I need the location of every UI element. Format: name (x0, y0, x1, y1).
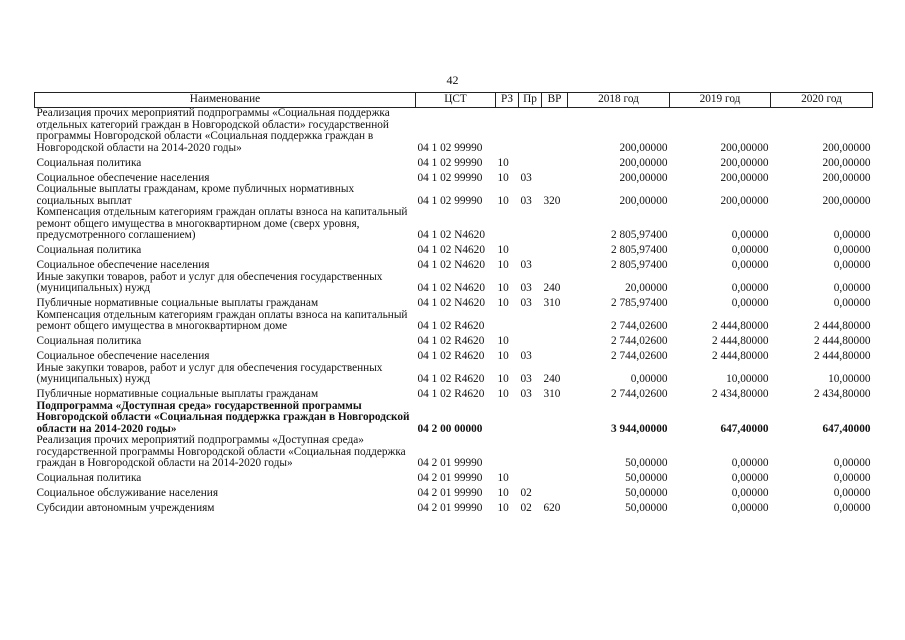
header-2018: 2018 год (568, 93, 670, 108)
header-pr: Пр (519, 93, 542, 108)
row-cst: 04 2 01 99990 (417, 487, 483, 499)
row-pr (519, 310, 542, 333)
row-rz: 10 (497, 297, 509, 309)
table-row (35, 169, 873, 184)
row-cst: 04 1 02 R4620 (417, 350, 485, 362)
row-rz: 10 (497, 259, 509, 271)
row-vr (542, 169, 568, 184)
row-name: Субсидии автономным учреждениям (36, 502, 215, 514)
row-vr (542, 154, 568, 169)
row-name: Социальные выплаты гражданам, кроме публичных нормативных социальных выплат (36, 183, 355, 207)
table-row (35, 154, 873, 169)
row-name: Социальная политика (36, 244, 142, 256)
table-row (35, 401, 873, 436)
row-rz (496, 435, 519, 470)
header-cst: ЦСТ (416, 93, 496, 108)
row-rz (496, 401, 519, 436)
row-vr (542, 207, 568, 242)
row-vr: 620 (543, 502, 561, 514)
row-cst: 04 1 02 N4620 (417, 244, 485, 256)
row-2019-value: 0,00000 (731, 229, 769, 241)
row-name: Иные закупки товаров, работ и услуг для обеспечения государственных (муниципальных) нужд (36, 361, 383, 385)
row-2019-value: 0,00000 (731, 457, 769, 469)
row-2019-value: 0,00000 (731, 472, 769, 484)
row-2019-value: 0,00000 (731, 259, 769, 271)
row-2020-value: 200,00000 (822, 171, 871, 184)
row-pr: 03 (520, 297, 532, 309)
row-name: Социальное обеспечение населения (36, 259, 210, 271)
table-header-row (35, 93, 873, 108)
row-vr (542, 401, 568, 436)
row-2019-value: 200,00000 (720, 171, 769, 184)
row-rz: 10 (497, 487, 509, 499)
row-cst: 04 1 02 N4620 (417, 282, 485, 294)
row-name: Подпрограмма «Доступная среда» государственной программы Новгородской области «Социальная поддержка граждан в Новгородской области на 2014-2020 годы» (36, 399, 410, 435)
row-rz: 10 (497, 373, 509, 385)
table-row (35, 470, 873, 485)
row-2019-value: 200,00000 (720, 156, 769, 169)
table-row (35, 272, 873, 295)
row-vr: 240 (543, 282, 561, 294)
row-rz: 10 (497, 171, 509, 184)
row-name: Реализация прочих мероприятий подпрограммы «Социальная поддержка отдельных категорий граждан в Новгородской области» государственной программы Новгородской области «Социальная поддержка граждан в Новгородской области на 2014-2020 годы» (36, 107, 390, 154)
table-row (35, 295, 873, 310)
row-pr (519, 108, 542, 155)
row-2020-value: 2 444,80000 (814, 350, 871, 362)
row-pr (519, 333, 542, 348)
row-vr: 320 (543, 194, 561, 207)
row-vr (542, 242, 568, 257)
row-2018-value: 200,00000 (619, 194, 668, 207)
row-2019-value: 10,00000 (726, 373, 769, 385)
row-pr (519, 154, 542, 169)
row-2018-value: 2 744,02600 (611, 350, 668, 362)
row-vr (542, 257, 568, 272)
row-rz (496, 207, 519, 242)
row-pr: 03 (520, 373, 532, 385)
row-rz: 10 (497, 335, 509, 347)
row-2019-value: 0,00000 (731, 297, 769, 309)
row-2020-value: 0,00000 (833, 472, 871, 484)
row-name: Социальное обслуживание населения (36, 487, 219, 499)
table-row (35, 184, 873, 207)
row-cst: 04 1 02 N4620 (417, 229, 485, 241)
row-2018-value: 50,00000 (625, 502, 668, 514)
row-2020-value: 2 444,80000 (814, 320, 871, 332)
row-2020-value: 647,40000 (822, 422, 871, 435)
table-row (35, 310, 873, 333)
row-pr: 03 (520, 194, 532, 207)
table-row (35, 108, 873, 155)
row-cst: 04 2 01 99990 (417, 502, 483, 514)
row-cst: 04 1 02 99990 (417, 141, 483, 154)
row-name: Публичные нормативные социальные выплаты гражданам (36, 297, 319, 309)
row-name: Реализация прочих мероприятий подпрограммы «Доступная среда» государственной программы Новгородской области «Социальная поддержка граждан в Новгородской области на 2014-2020 годы» (36, 434, 406, 469)
row-2018-value: 2 744,02600 (611, 320, 668, 332)
row-vr (542, 348, 568, 363)
row-2018-value: 200,00000 (619, 156, 668, 169)
row-2020-value: 200,00000 (822, 156, 871, 169)
row-pr: 02 (520, 502, 532, 514)
row-cst: 04 1 02 N4620 (417, 259, 485, 271)
row-cst: 04 1 02 R4620 (417, 320, 485, 332)
row-2020-value: 2 434,80000 (814, 388, 871, 400)
row-2018-value: 2 805,97400 (611, 244, 668, 256)
row-vr (542, 470, 568, 485)
row-2018-value: 200,00000 (619, 171, 668, 184)
row-name: Публичные нормативные социальные выплаты гражданам (36, 388, 319, 400)
row-2020-value: 0,00000 (833, 487, 871, 499)
row-2018-value: 2 805,97400 (611, 229, 668, 241)
row-cst: 04 1 02 R4620 (417, 373, 485, 385)
row-2020-value: 0,00000 (833, 229, 871, 241)
header-vr: ВР (542, 93, 568, 108)
row-pr: 03 (520, 171, 532, 184)
row-cst: 04 1 02 N4620 (417, 297, 485, 309)
row-pr: 03 (520, 259, 532, 271)
row-2019-value: 2 444,80000 (712, 335, 769, 347)
row-2019-value: 200,00000 (720, 141, 769, 154)
row-2020-value: 0,00000 (833, 259, 871, 271)
row-cst: 04 2 00 00000 (417, 422, 483, 435)
row-2018-value: 200,00000 (619, 141, 668, 154)
row-cst: 04 1 02 R4620 (417, 388, 485, 400)
row-2018-value: 2 744,02600 (611, 388, 668, 400)
table-row (35, 435, 873, 470)
row-2019-value: 0,00000 (731, 282, 769, 294)
row-pr: 03 (520, 350, 532, 362)
row-rz: 10 (497, 472, 509, 484)
row-2019-value: 0,00000 (731, 487, 769, 499)
row-pr (519, 470, 542, 485)
row-2020-value: 2 444,80000 (814, 335, 871, 347)
row-rz: 10 (497, 194, 509, 207)
table-row (35, 242, 873, 257)
table-body (35, 108, 873, 515)
row-2019-value: 200,00000 (720, 194, 769, 207)
budget-table (34, 92, 873, 515)
row-vr (542, 333, 568, 348)
row-2019-value: 2 434,80000 (712, 388, 769, 400)
row-2018-value: 2 785,97400 (611, 297, 668, 309)
row-2019-value: 0,00000 (731, 502, 769, 514)
row-2020-value: 0,00000 (833, 457, 871, 469)
row-2018-value: 3 944,00000 (611, 422, 668, 435)
row-vr: 310 (543, 388, 561, 400)
table-row (35, 348, 873, 363)
row-2018-value: 2 744,02600 (611, 335, 668, 347)
table-row (35, 386, 873, 401)
table-row (35, 363, 873, 386)
page-number: 42 (446, 73, 459, 87)
table-row (35, 333, 873, 348)
row-name: Социальная политика (36, 472, 142, 484)
row-rz: 10 (497, 502, 509, 514)
row-name: Компенсация отдельным категориям граждан оплаты взноса на капитальный ремонт общего имущества в многоквартирном доме (36, 308, 408, 332)
row-2020-value: 0,00000 (833, 297, 871, 309)
header-name: Наименование (35, 93, 416, 108)
row-vr (542, 108, 568, 155)
row-vr: 310 (543, 297, 561, 309)
row-name: Социальная политика (36, 335, 142, 347)
row-rz: 10 (497, 388, 509, 400)
row-rz: 10 (497, 282, 509, 294)
table-row (35, 485, 873, 500)
row-2020-value: 0,00000 (833, 282, 871, 294)
row-2018-value: 20,00000 (625, 282, 668, 294)
row-pr: 03 (520, 282, 532, 294)
row-rz (496, 310, 519, 333)
row-cst: 04 1 02 99990 (417, 156, 483, 169)
row-2020-value: 0,00000 (833, 502, 871, 514)
row-name: Социальная политика (36, 156, 142, 169)
header-2019: 2019 год (670, 93, 771, 108)
row-cst: 04 1 02 R4620 (417, 335, 485, 347)
table-row (35, 207, 873, 242)
row-pr (519, 401, 542, 436)
table-row (35, 500, 873, 515)
row-name: Компенсация отдельным категориям граждан оплаты взноса на капитальный ремонт общего имущества в многоквартирном доме (сверх уровня, предусмотренного соглашением) (36, 206, 408, 241)
row-vr (542, 485, 568, 500)
row-2019-value: 2 444,80000 (712, 350, 769, 362)
header-rz: РЗ (496, 93, 519, 108)
row-vr (542, 435, 568, 470)
row-rz: 10 (497, 156, 509, 169)
row-2018-value: 0,00000 (630, 373, 668, 385)
row-rz: 10 (497, 244, 509, 256)
row-name: Социальное обеспечение населения (36, 350, 210, 362)
row-pr (519, 242, 542, 257)
row-rz: 10 (497, 350, 509, 362)
row-pr: 02 (520, 487, 532, 499)
row-rz (496, 108, 519, 155)
row-pr (519, 207, 542, 242)
row-name: Социальное обеспечение населения (36, 171, 210, 184)
row-2018-value: 50,00000 (625, 457, 668, 469)
row-2019-value: 0,00000 (731, 244, 769, 256)
row-2018-value: 50,00000 (625, 472, 668, 484)
header-2020: 2020 год (771, 93, 873, 108)
row-vr (542, 310, 568, 333)
row-2020-value: 200,00000 (822, 141, 871, 154)
row-2018-value: 2 805,97400 (611, 259, 668, 271)
row-2019-value: 647,40000 (720, 422, 769, 435)
row-name: Иные закупки товаров, работ и услуг для обеспечения государственных (муниципальных) нужд (36, 270, 383, 294)
row-2020-value: 200,00000 (822, 194, 871, 207)
row-2019-value: 2 444,80000 (712, 320, 769, 332)
row-cst: 04 1 02 99990 (417, 194, 483, 207)
row-2018-value: 50,00000 (625, 487, 668, 499)
row-pr (519, 435, 542, 470)
row-2020-value: 0,00000 (833, 244, 871, 256)
row-cst: 04 1 02 99990 (417, 171, 483, 184)
row-vr: 240 (543, 373, 561, 385)
row-cst: 04 2 01 99990 (417, 457, 483, 469)
row-pr: 03 (520, 388, 532, 400)
table-row (35, 257, 873, 272)
row-cst: 04 2 01 99990 (417, 472, 483, 484)
row-2020-value: 10,00000 (828, 373, 871, 385)
